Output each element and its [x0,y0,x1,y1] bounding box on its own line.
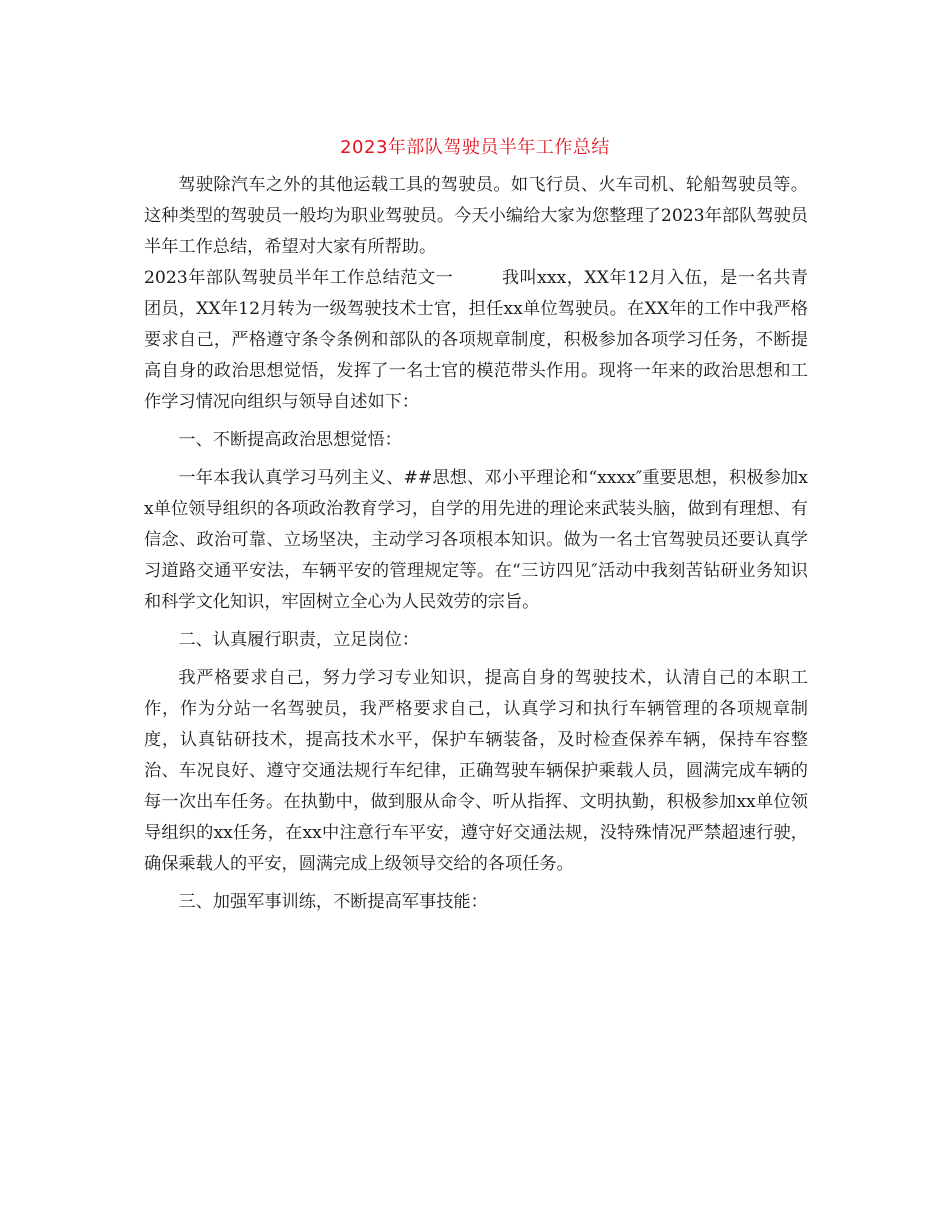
intro-paragraph: 驾驶除汽车之外的其他运载工具的驾驶员。如飞行员、火车司机、轮船驾驶员等。这种类型的驾驶员一般均为职业驾驶员。今天小编给大家为您整理了2023年部队驾驶员半年工作总结，希望对大家有所帮助。 [144,175,808,257]
section-title: 2023年部队驾驶员半年工作总结范文一 [144,268,454,288]
heading-3: 三、加强军事训练，不断提高军事技能： [178,892,488,912]
paragraph-2: 我严格要求自己，努力学习专业知识，提高自身的驾驶技术，认清自己的本职工作，作为分站一名驾驶员，我严格要求自己，认真学习和执行车辆管理的各项规章制度，认真钻研技术，提高技术水平，保护车辆装备，及时检查保养车辆，保持车容整治、车况良好、遵守交通法规行车纪律，正确驾驶车辆保护乘载人员，圆满完成车辆的每一次出车任务。在执勤中，做到服从命令、听从指挥、文明执勤，积极参加xx单位领导组织的xx任务，在xx中注意行车平安，遵守好交通法规，没特殊情况严禁超速行驶，确保乘载人的平安，圆满完成上级领导交给的各项任务。 [144,668,808,874]
document-title: 2023年部队驾驶员半年工作总结 [340,137,610,158]
heading-2: 二、认真履行职责，立足岗位： [178,630,420,650]
section-paragraph [144,263,808,418]
section-intro: 我叫xxx，XX年12月入伍，是一名共青团员，XX年12月转为一级驾驶技术士官，担任xx单位驾驶员。在XX年的工作中我严格要求自己，严格遵守条令条例和部队的各项规章制度，积极参加各项学习任务，不断提高自身的政治思想觉悟，发挥了一名士官的模范带头作用。现将一年来的政治思想和工作学习情况向组织与领导自述如下： [144,268,808,412]
paragraph-1: 一年本我认真学习马列主义、##思想、邓小平理论和“xxxx″重要思想，积极参加xx单位领导组织的各项政治教育学习，自学的用先进的理论来武装头脑，做到有理想、有信念、政治可靠、立场坚决，主动学习各项根本知识。做为一名士官驾驶员还要认真学习道路交通平安法，车辆平安的管理规定等。在“三访四见″活动中我刻苦钻研业务知识和科学文化知识，牢固树立全心为人民效劳的宗旨。 [144,468,808,612]
heading-1: 一、不断提高政治思想觉悟： [178,430,402,450]
document-body [144,170,808,918]
